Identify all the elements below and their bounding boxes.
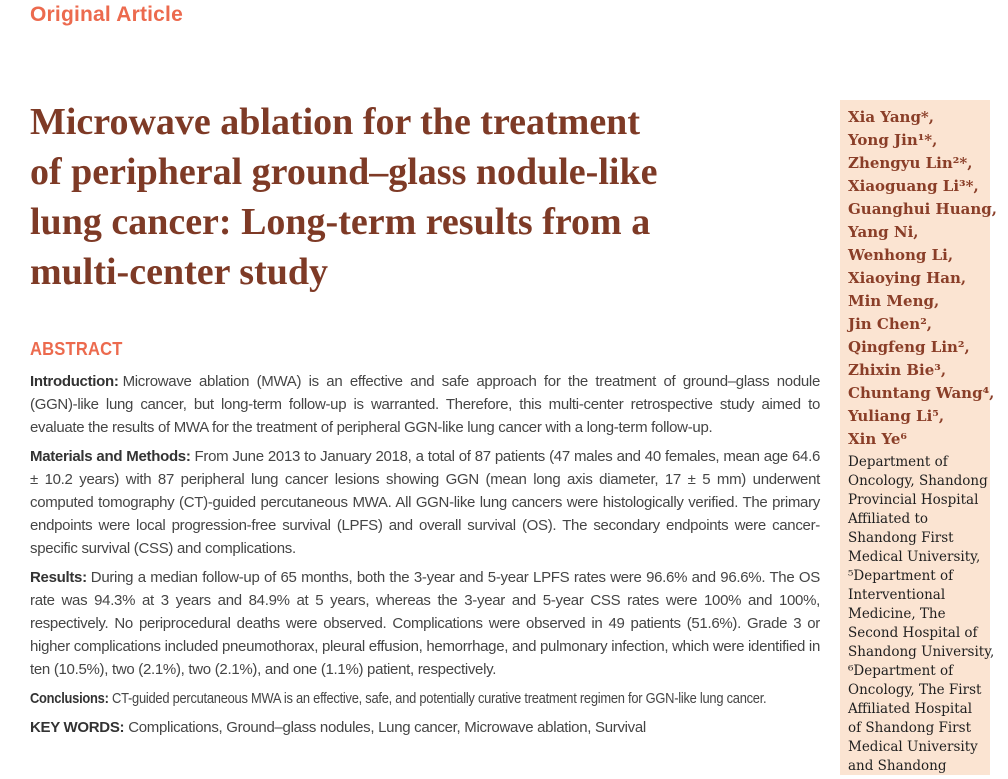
- author-line: Yong Jin¹*,: [848, 131, 938, 149]
- author-line: Guanghui Huang,: [848, 200, 997, 218]
- author-line: Min Meng,: [848, 292, 940, 310]
- author-line: Wenhong Li,: [848, 246, 954, 264]
- affiliation-list: [848, 453, 995, 776]
- author-line: Yuliang Li⁵,: [848, 407, 945, 425]
- author-line: Jin Chen²,: [848, 315, 933, 333]
- affiliation-line: ⁶Department of: [848, 663, 954, 679]
- abstract-paragraph-introduction: [30, 370, 820, 439]
- paragraph-text: Microwave ablation (MWA) is an effective and safe approach for the treatment of ground–glass nodule (GGN)-like lung cancer, but long-term follow-up is warranted. Therefore, this multi-center retrospective study aimed to evaluate the results of MWA for the treatment of peripheral GGN-like lung cancer with a long-term follow-up.: [30, 373, 820, 436]
- affiliation-line: Shandong University,: [848, 644, 995, 660]
- author-line: Xin Ye⁶: [848, 430, 907, 448]
- affiliation-line: Department of: [848, 454, 948, 470]
- affiliation-line: Affiliated to: [848, 511, 929, 527]
- affiliation-line: Medicine, The: [848, 606, 946, 622]
- affiliation-line: Interventional: [848, 587, 946, 603]
- affiliation-line: Medical University,: [848, 549, 981, 565]
- abstract-paragraph-results: [30, 566, 820, 681]
- abstract-paragraph-conclusions: [30, 687, 767, 710]
- affiliation-line: of Shandong First: [848, 720, 971, 736]
- affiliation-line: and Shandong: [848, 758, 947, 774]
- title-line: of peripheral ground–glass nodule-like: [30, 151, 658, 193]
- keywords-label: KEY WORDS:: [30, 719, 125, 736]
- affiliation-line: Oncology, The First: [848, 682, 982, 698]
- author-line: Xiaoguang Li³*,: [848, 177, 979, 195]
- affiliation-line: Oncology, Shandong: [848, 473, 988, 489]
- title-line: multi-center study: [30, 251, 328, 293]
- keywords-line: [30, 716, 820, 739]
- paragraph-label: Materials and Methods:: [30, 448, 191, 465]
- author-line: Xia Yang*,: [848, 108, 935, 126]
- paragraph-text: During a median follow-up of 65 months, both the 3-year and 5-year LPFS rates were 96.6% and 96.6%. The OS rate was 94.3% at 3 years and 84.9% at 5 years, whereas the 3-year and 5-year CSS rates were 100% and 100%, respectively. No periprocedural deaths were observed. Complications were observed in 49 patients (51.6%). Grade 3 or higher complications included pneumothorax, pleural effusion, hemorrhage, and pulmonary infection, which were identified in ten (10.5%), two (2.1%), two (2.1%), and one (1.1%) patient, respectively.: [30, 569, 820, 678]
- title-line: lung cancer: Long-term results from a: [30, 201, 651, 243]
- affiliation-line: Shandong First: [848, 530, 954, 546]
- author-list: [848, 106, 997, 451]
- paragraph-label: Results:: [30, 569, 87, 586]
- paragraph-text: From June 2013 to January 2018, a total of 87 patients (47 males and 40 females, mean age 64.6 ± 10.2 years) with 87 peripheral lung cancer lesions showing GGN (mean long axis diameter, 17 ± 5 mm) underwent computed tomography (CT)-guided percutaneous MWA. All GGN-like lung cancers were histologically verified. The primary endpoints were local progression-free survival (LPFS) and overall survival (OS). The secondary endpoints were cancer-specific survival (CSS) and complications.: [30, 448, 820, 557]
- category-label: Original Article: [30, 3, 183, 26]
- affiliation-line: Affiliated Hospital: [848, 701, 973, 717]
- affiliation-line: Provincial Hospital: [848, 492, 979, 508]
- author-line: Chuntang Wang⁴,: [848, 384, 995, 402]
- affiliation-line: Medical University: [848, 739, 978, 755]
- author-line: Zhengyu Lin²*,: [848, 154, 973, 172]
- paragraph-label: Introduction:: [30, 373, 119, 390]
- author-line: Xiaoying Han,: [848, 269, 967, 287]
- abstract-body: [30, 370, 820, 745]
- affiliation-line: Second Hospital of: [848, 625, 978, 641]
- title-line: Microwave ablation for the treatment: [30, 101, 640, 143]
- paragraph-label: Conclusions:: [30, 690, 109, 707]
- keywords-text: Complications, Ground–glass nodules, Lung cancer, Microwave ablation, Survival: [128, 719, 646, 736]
- author-line: Zhixin Bie³,: [848, 361, 947, 379]
- author-line: Qingfeng Lin²,: [848, 338, 970, 356]
- abstract-heading: ABSTRACT: [30, 339, 123, 359]
- affiliation-line: ⁵Department of: [848, 568, 954, 584]
- authors-panel: [840, 100, 997, 775]
- paragraph-text: CT-guided percutaneous MWA is an effective, safe, and potentially curative treatment regimen for GGN-like lung cancer.: [112, 690, 767, 707]
- author-line: Yang Ni,: [848, 223, 919, 241]
- article-title: [30, 97, 830, 297]
- abstract-paragraph-materials-methods: [30, 445, 820, 560]
